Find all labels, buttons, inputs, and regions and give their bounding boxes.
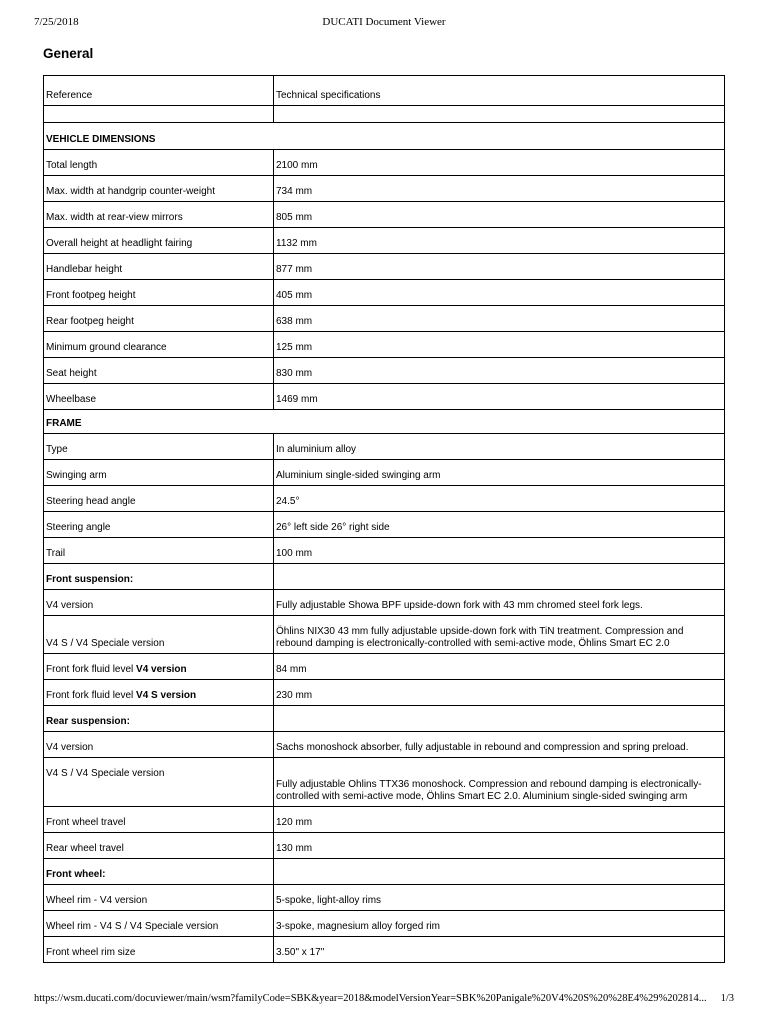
row-label: Steering head angle xyxy=(44,486,274,512)
row-label: Wheel rim - V4 version xyxy=(44,885,274,911)
reference-header: Reference xyxy=(44,76,274,106)
table-row xyxy=(44,654,725,680)
row-value: 734 mm xyxy=(274,176,725,202)
row-label: Handlebar height xyxy=(44,254,274,280)
table-row xyxy=(44,807,725,833)
row-value: 100 mm xyxy=(274,538,725,564)
row-label: Minimum ground clearance xyxy=(44,332,274,358)
group-heading: Rear suspension: xyxy=(46,716,130,727)
table-row xyxy=(44,680,725,706)
empty-row xyxy=(44,106,725,123)
row-label: Type xyxy=(44,434,274,460)
row-label: V4 version xyxy=(44,590,274,616)
table-row xyxy=(44,306,725,332)
group-heading: FRAME xyxy=(46,418,82,429)
row-value: Fully adjustable Showa BPF upside-down fork with 43 mm chromed steel fork legs. xyxy=(274,590,725,616)
row-label: Seat height xyxy=(44,358,274,384)
table-row xyxy=(44,833,725,859)
row-value: 638 mm xyxy=(274,306,725,332)
table-row xyxy=(44,254,725,280)
spec-table xyxy=(43,75,725,963)
row-label: Wheelbase xyxy=(44,384,274,410)
table-row xyxy=(44,911,725,937)
row-value: 24.5° xyxy=(274,486,725,512)
section-title: General xyxy=(43,46,94,61)
row-value: 405 mm xyxy=(274,280,725,306)
row-label: Rear footpeg height xyxy=(44,306,274,332)
row-value: 5-spoke, light-alloy rims xyxy=(274,885,725,911)
row-value: 120 mm xyxy=(274,807,725,833)
row-value: 830 mm xyxy=(274,358,725,384)
group-row-frame xyxy=(44,410,725,434)
row-label: Max. width at handgrip counter-weight xyxy=(44,176,274,202)
row-label: Front footpeg height xyxy=(44,280,274,306)
row-label: Trail xyxy=(44,538,274,564)
table-row xyxy=(44,616,725,654)
row-label: Front wheel rim size xyxy=(44,937,274,963)
row-value: 3-spoke, magnesium alloy forged rim xyxy=(274,911,725,937)
row-value: 3.50" x 17" xyxy=(274,937,725,963)
print-date: 7/25/2018 xyxy=(34,16,79,28)
spec-header: Technical specifications xyxy=(274,76,725,106)
group-heading: Front wheel: xyxy=(46,869,106,880)
row-label: Rear wheel travel xyxy=(44,833,274,859)
table-row xyxy=(44,384,725,410)
row-value: Aluminium single-sided swinging arm xyxy=(274,460,725,486)
table-row xyxy=(44,937,725,963)
row-label: Overall height at headlight fairing xyxy=(44,228,274,254)
table-row xyxy=(44,280,725,306)
group-row-vehicle-dimensions xyxy=(44,123,725,150)
row-label: Front fork fluid level V4 version xyxy=(44,654,274,680)
row-label: Front wheel travel xyxy=(44,807,274,833)
row-value: 230 mm xyxy=(274,680,725,706)
row-label: Wheel rim - V4 S / V4 Speciale version xyxy=(44,911,274,937)
table-row xyxy=(44,460,725,486)
row-label: Steering angle xyxy=(44,512,274,538)
footer-url[interactable]: https://wsm.ducati.com/docuviewer/main/wsm?familyCode=SBK&year=2018&modelVersionYear=SBK%20Panigale%20V4%20S%20%28E4%29%202814... xyxy=(34,993,707,1004)
document-title: DUCATI Document Viewer xyxy=(322,16,446,28)
table-row xyxy=(44,202,725,228)
group-heading: Front suspension: xyxy=(46,574,134,585)
group-heading: VEHICLE DIMENSIONS xyxy=(46,134,156,145)
table-row xyxy=(44,758,725,807)
row-label: Total length xyxy=(44,150,274,176)
table-header-row xyxy=(44,76,725,106)
row-label: V4 S / V4 Speciale version xyxy=(44,758,274,807)
row-value: 877 mm xyxy=(274,254,725,280)
group-row-rear-suspension xyxy=(44,706,725,732)
row-label: V4 S / V4 Speciale version xyxy=(44,616,274,654)
table-row xyxy=(44,590,725,616)
table-row xyxy=(44,358,725,384)
row-value: Fully adjustable Ohlins TTX36 monoshock. Compression and rebound damping is electronically-controlled with semi-active mode, Öhlins Smart EC 2.0. Aluminium single-sided swinging arm xyxy=(274,758,725,807)
row-value: Sachs monoshock absorber, fully adjustable in rebound and compression and spring preload. xyxy=(274,732,725,758)
row-value: In aluminium alloy xyxy=(274,434,725,460)
table-row xyxy=(44,332,725,358)
table-row xyxy=(44,434,725,460)
row-value: 805 mm xyxy=(274,202,725,228)
row-label: V4 version xyxy=(44,732,274,758)
row-value: 125 mm xyxy=(274,332,725,358)
row-value: 130 mm xyxy=(274,833,725,859)
table-row xyxy=(44,538,725,564)
row-value: Öhlins NIX30 43 mm fully adjustable upside-down fork with TiN treatment. Compression and rebound damping is electronically-controlled with semi-active mode, Öhlins Smart EC 2.0 xyxy=(274,616,725,654)
page-number: 1/3 xyxy=(720,993,734,1004)
table-row xyxy=(44,885,725,911)
table-row xyxy=(44,150,725,176)
table-row xyxy=(44,512,725,538)
row-value: 2100 mm xyxy=(274,150,725,176)
row-value: 1132 mm xyxy=(274,228,725,254)
row-label: Max. width at rear-view mirrors xyxy=(44,202,274,228)
row-value: 84 mm xyxy=(274,654,725,680)
row-label: Front fork fluid level V4 S version xyxy=(44,680,274,706)
table-row xyxy=(44,486,725,512)
table-row xyxy=(44,228,725,254)
table-row xyxy=(44,732,725,758)
row-value: 26° left side 26° right side xyxy=(274,512,725,538)
group-row-front-suspension xyxy=(44,564,725,590)
table-row xyxy=(44,176,725,202)
group-row-front-wheel xyxy=(44,859,725,885)
row-value: 1469 mm xyxy=(274,384,725,410)
row-label: Swinging arm xyxy=(44,460,274,486)
